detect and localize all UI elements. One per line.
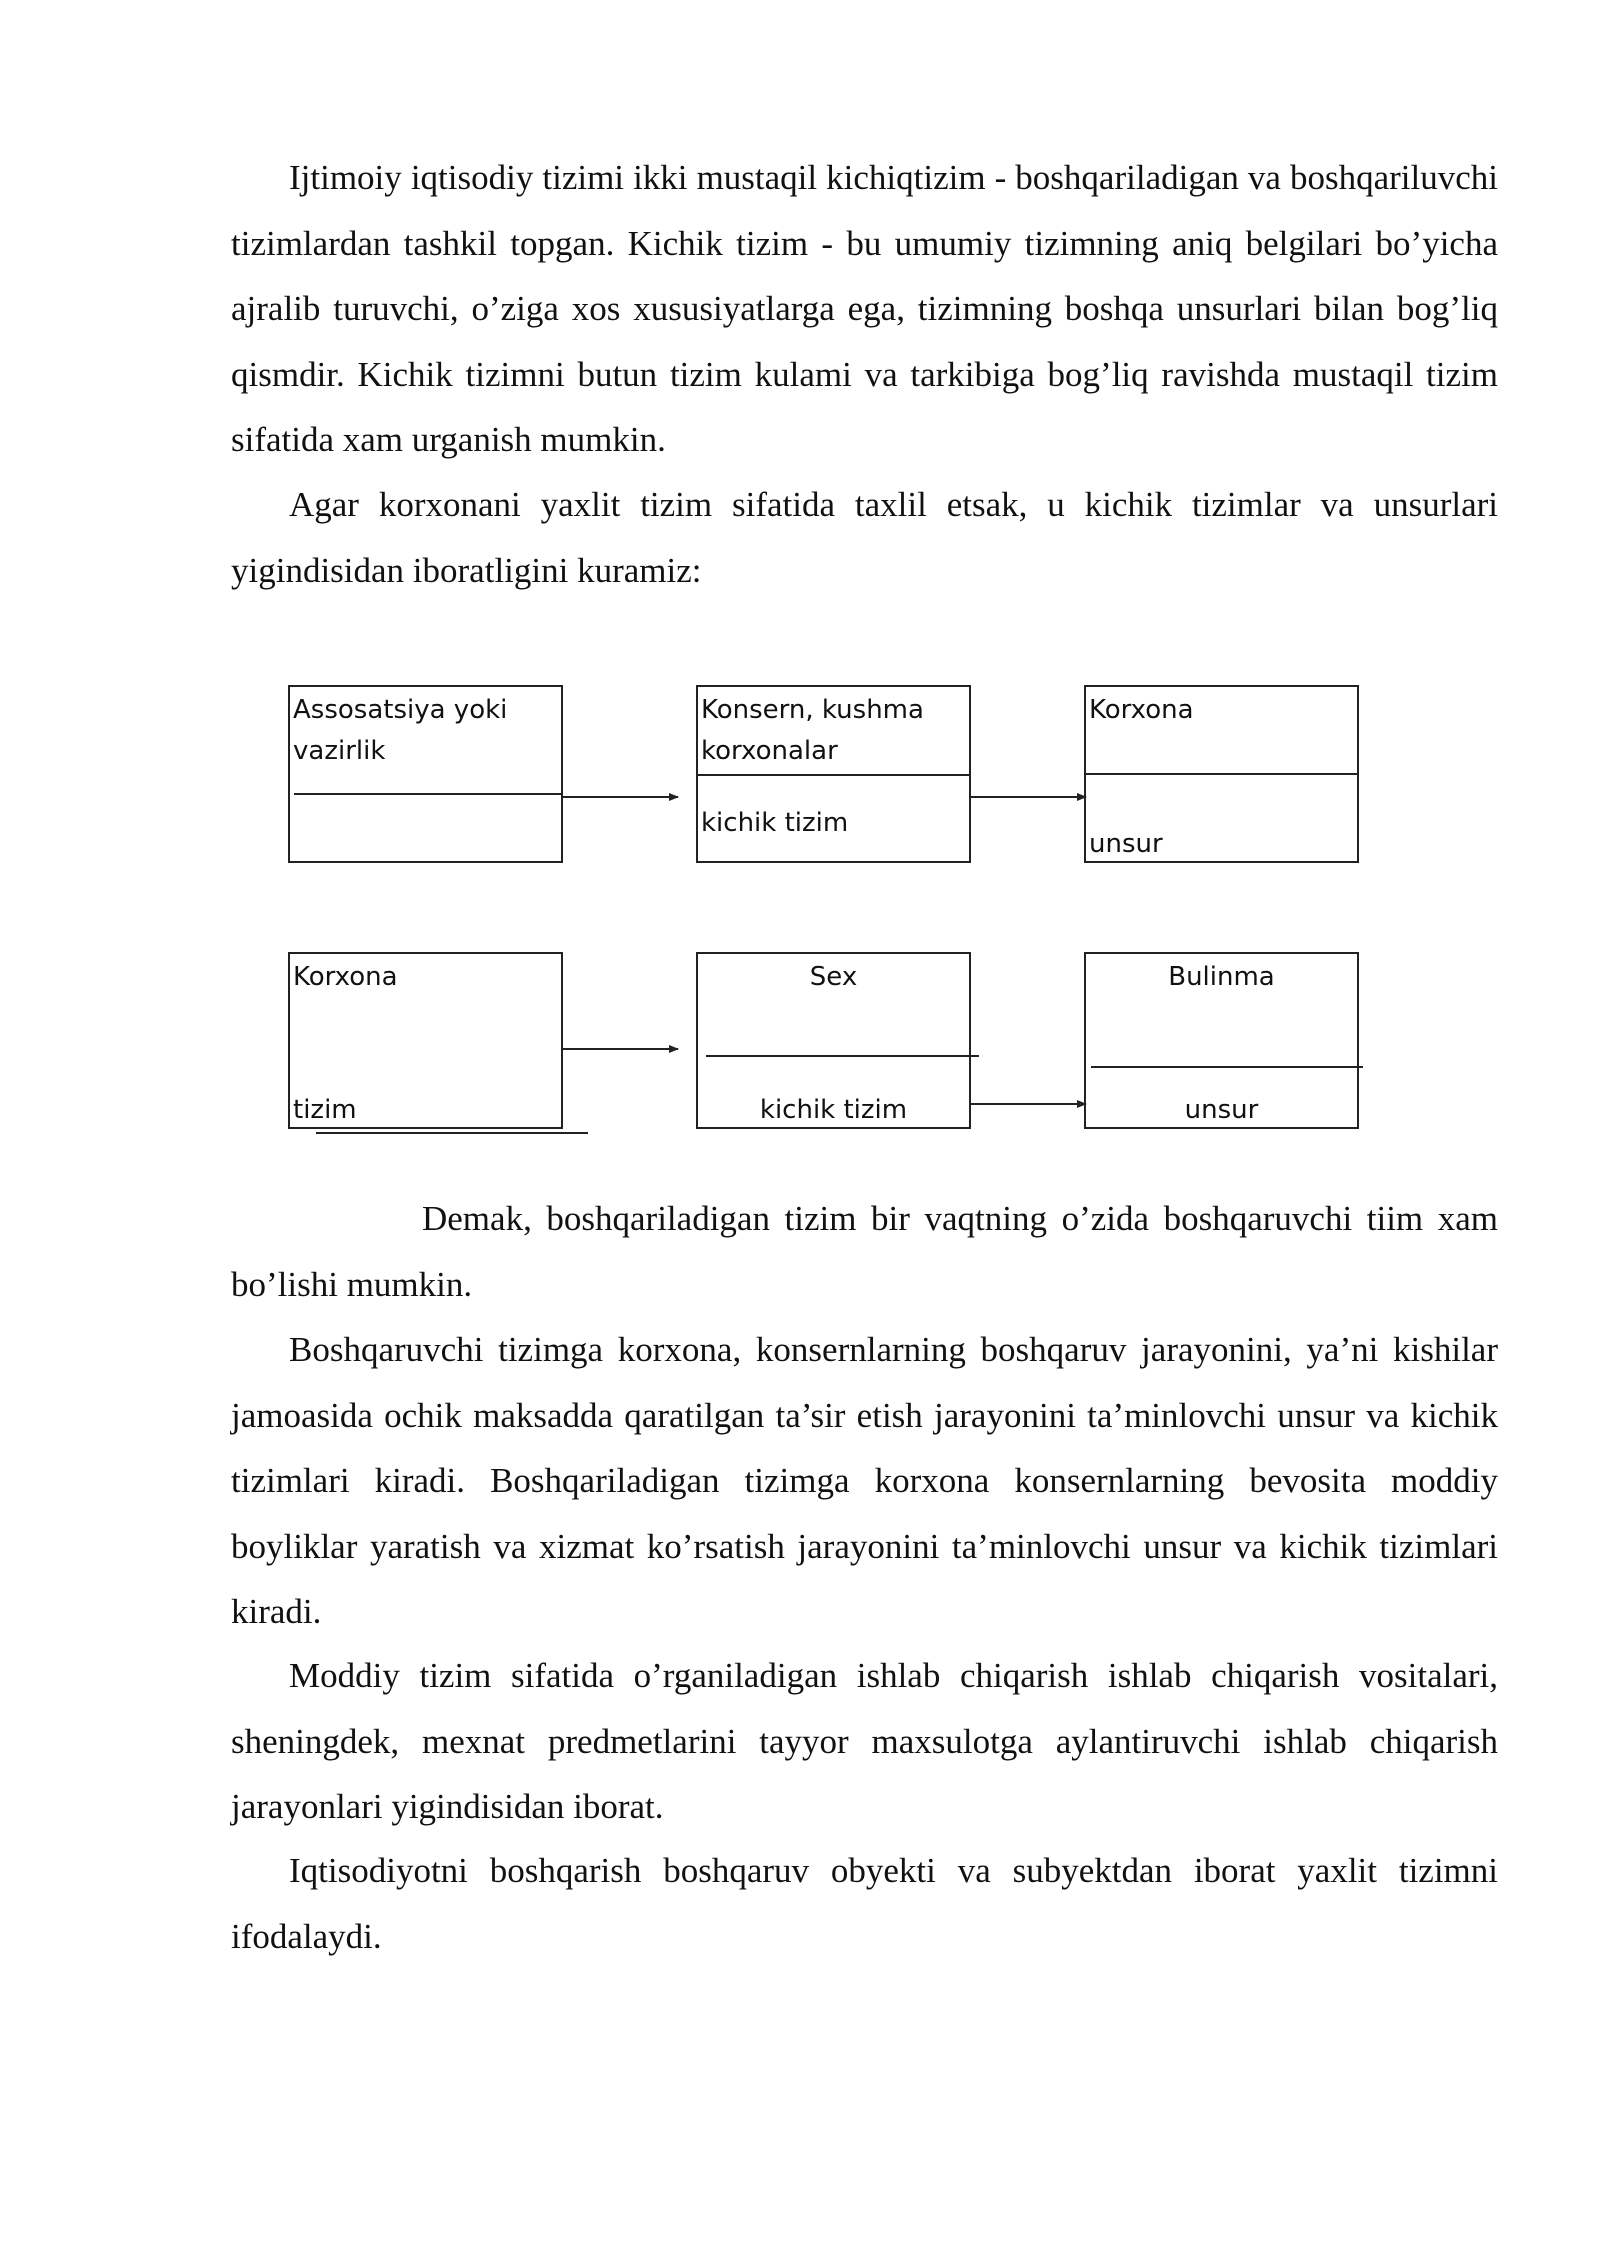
- box-label-bottom: tizim: [293, 1095, 357, 1125]
- paragraph-1: Ijtimoiy iqtisodiy tizimi ikki mustaqil kichiqtizim - boshqariladigan va boshqariluvchi tizimlardan tashkil topgan. Kichik tizim - bu umumiy tizimning aniq belgilari bo’yicha ajralib turuvchi, o’ziga xos xususiyatlarga ega, tizimning boshqa unsurlari bilan bog’liq qismdir. Kichik tizimni butun tizim kulami va tarkibiga bog’liq ravishda mustaqil tizim sifatida xam urganish mumkin.: [231, 158, 1498, 459]
- paragraph-4: Boshqaruvchi tizimga korxona, konsernlarning boshqaruv jarayonini, ya’ni kishilar jamoasida ochik maksadda qaratilgan ta’sir etish jarayonini ta’minlovchi unsur va kichik tizimlari kiradi. Boshqariladigan tizimga korxona konsernlarning bevosita moddiy boyliklar yaratish va xizmat ko’rsatish jarayonini ta’minlovchi unsur va kichik tizimlari kiradi.: [231, 1330, 1498, 1631]
- box-label-bottom: unsur: [1184, 1095, 1259, 1125]
- box-label-top: Korxona: [1089, 695, 1194, 725]
- paragraph-6: Iqtisodiyotni boshqarish boshqaruv obyekti va subyektdan iborat yaxlit tizimni ifodalaydi.: [231, 1851, 1498, 1956]
- box-label-top: Assosatsiya yoki vazirlik: [293, 695, 508, 766]
- box-label-top: Korxona: [293, 962, 398, 992]
- box-label-bottom: kichik tizim: [759, 1095, 908, 1125]
- box-label-top: Konsern, kushma korxonalar: [701, 695, 924, 766]
- box-label-top: Sex: [809, 962, 858, 992]
- box-label-top: Bulinma: [1168, 962, 1275, 992]
- box-label-bottom: kichik tizim: [701, 808, 849, 838]
- paragraph-3: Demak, boshqariladigan tizim bir vaqtning o’zida boshqaruvchi tiim xam bo’lishi mumkin.: [231, 1199, 1498, 1304]
- box-label-bottom: unsur: [1089, 829, 1163, 859]
- paragraph-5: Moddiy tizim sifatida o’rganiladigan ishlab chiqarish ishlab chiqarish vositalari, sheningdek, mexnat predmetlarini tayyor maxsulotga aylantiruvchi ishlab chiqarish jarayonlari yigindisidan iborat.: [231, 1656, 1498, 1826]
- paragraph-2: Agar korxonani yaxlit tizim sifatida taxlil etsak, u kichik tizimlar va unsurlari yigindisidan iboratligini kuramiz:: [231, 485, 1498, 590]
